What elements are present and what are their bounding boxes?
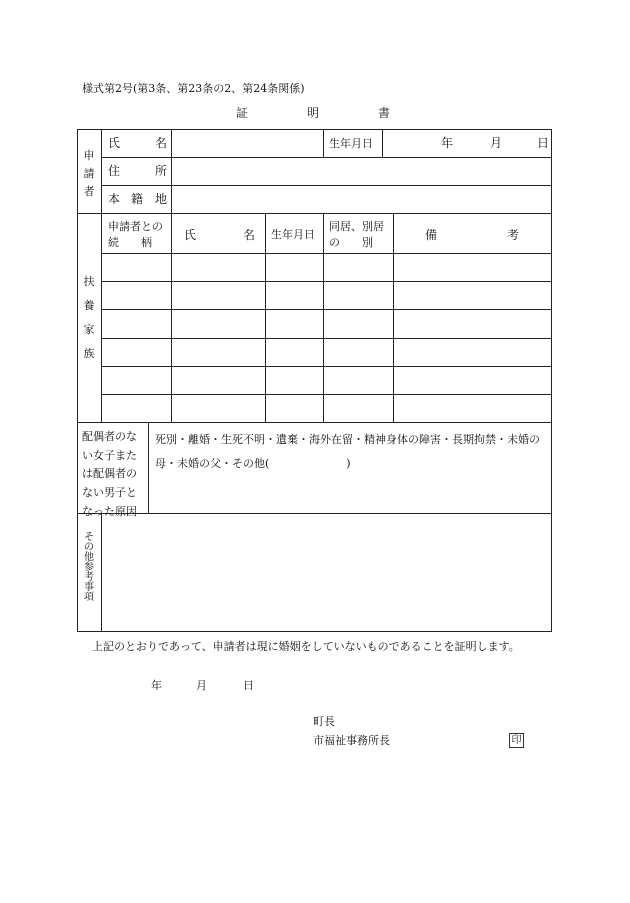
name-label: 名 <box>155 136 168 150</box>
address-label: 所 <box>155 164 168 178</box>
other-section-label: そ の 他 参 考 事 項 <box>84 532 94 603</box>
form-number: 様式第2号(第3条、第23条の2、第24条関係) <box>82 82 305 95</box>
dependent-name-header: 氏 <box>184 228 197 242</box>
birth-day-unit: 日 <box>537 136 550 150</box>
domicile-label: 籍 <box>131 192 144 206</box>
title-char: 書 <box>378 106 391 120</box>
domicile-label: 地 <box>155 192 168 206</box>
cert-month-unit: 月 <box>196 679 207 692</box>
office-head-label: 市福祉事務所長 <box>313 734 390 747</box>
dependent-birthdate-header: 生年月日 <box>271 228 315 241</box>
title-char: 証 <box>236 106 249 120</box>
title-char: 明 <box>307 106 320 120</box>
remarks-header: 考 <box>507 228 520 242</box>
birth-year-unit: 年 <box>441 136 454 150</box>
birth-month-unit: 月 <box>490 136 503 150</box>
domicile-label: 本 <box>108 192 121 206</box>
cohabitation-header: 同居、別居 <box>329 220 384 233</box>
reason-label: 配偶者のない女子または配偶者のない男子となった原因 <box>82 430 137 518</box>
cert-day-unit: 日 <box>243 679 254 692</box>
name-label: 氏 <box>108 136 121 150</box>
certification-statement: 上記のとおりであって、申請者は現に婚姻をしていないものであることを証明します。 <box>92 640 520 653</box>
seal-mark: 印 <box>509 733 524 748</box>
birthdate-label: 生年月日 <box>329 137 373 150</box>
cohabitation-header: の 別 <box>329 236 373 249</box>
dependent-name-header: 名 <box>243 228 256 242</box>
town-head-label: 町長 <box>313 715 335 728</box>
cert-year-unit: 年 <box>151 679 162 692</box>
relationship-header: 続 柄 <box>108 236 152 249</box>
relationship-header: 申請者との <box>108 220 163 233</box>
applicant-section-label: 申 請 者 <box>83 149 95 198</box>
remarks-header: 備 <box>425 228 438 242</box>
address-label: 住 <box>108 164 121 178</box>
dependents-section-label: 扶 養 家 族 <box>83 275 95 360</box>
reason-options: 死別・離婚・生死不明・遺棄・海外在留・精神身体の障害・長期拘禁・未婚の母・未婚の父・その他( ) <box>155 433 540 470</box>
